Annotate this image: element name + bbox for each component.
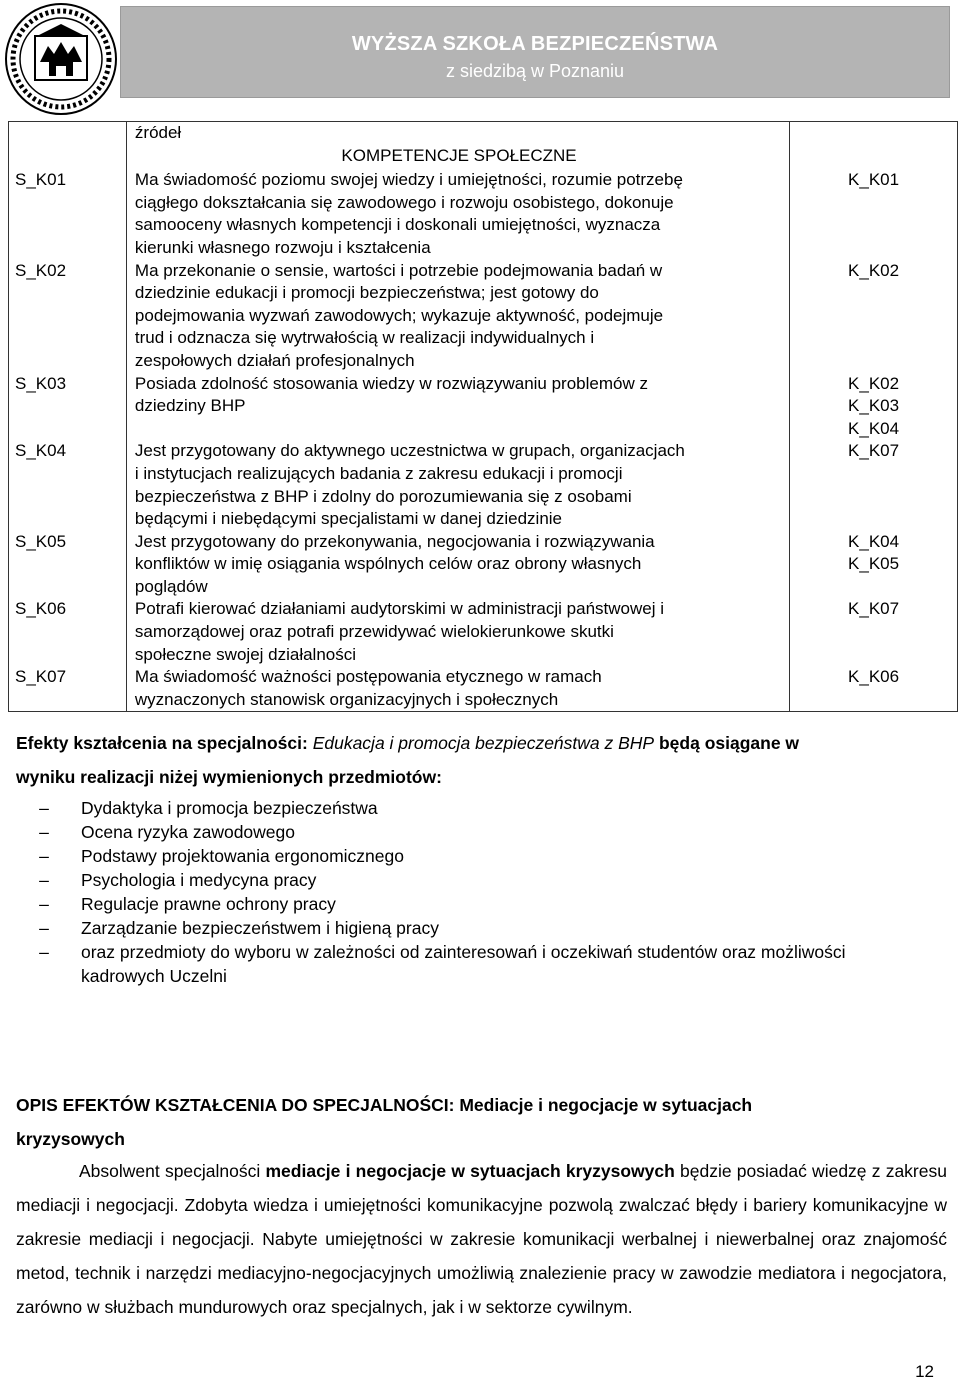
row-effects xyxy=(790,169,958,259)
list-item xyxy=(24,916,944,940)
subject-name: Zarządzanie bezpieczeństwem i higieną pracy xyxy=(81,918,439,938)
row-code: S_K01 xyxy=(9,169,127,259)
desc-line: społeczne swojej działalności xyxy=(134,644,357,664)
table-row-fragment xyxy=(9,122,958,170)
row-effects xyxy=(790,531,958,599)
dash-bullet-icon: – xyxy=(39,942,49,962)
dash-bullet-icon: – xyxy=(39,918,49,938)
list-item xyxy=(24,820,944,844)
desc-line: poglądów xyxy=(134,576,208,596)
subject-name: Psychologia i medycyna pracy xyxy=(81,870,317,890)
paragraph-rest: będzie posiadać wiedzę z zakresu mediacji i negocjacji. Zdobyta wiedza i umiejętności komunikacyjne pozwolą zwalczać błędy i bariery komunikacyjne w zakresie mediacji i negocjacji. Nabyte umiejętności w zakresie komunikacji werbalnej i niewerbalnej oraz znajomość metod, technik i narzędzi mediacyjno-negocjacyjnych umożliwią znalezienie pracy w zawodzie mediatora i negocjatora, zarówno w służbach mundurowych oraz specjalnych, jak i w sektorze cywilnym. xyxy=(16,1161,947,1317)
table-row xyxy=(9,440,958,530)
table-row xyxy=(9,598,958,666)
dash-bullet-icon: – xyxy=(39,822,49,842)
row-code: S_K05 xyxy=(9,531,127,599)
list-item xyxy=(24,892,944,916)
desc-line: dziedziny BHP xyxy=(134,396,246,416)
table-row xyxy=(9,373,958,441)
section-title-mediation xyxy=(16,1088,946,1156)
row-code: S_K02 xyxy=(9,260,127,373)
list-item xyxy=(24,868,944,892)
row-fragment-text: źródeł xyxy=(134,123,182,142)
effect-code: K_K05 xyxy=(848,554,900,574)
row-code: S_K07 xyxy=(9,666,127,712)
desc-line: wyznaczonych stanowisk organizacyjnych i społecznych xyxy=(134,689,559,709)
desc-line: Posiada zdolność stosowania wiedzy w rozwiązywaniu problemów z xyxy=(134,373,648,393)
list-item xyxy=(24,844,944,868)
desc-line: ciągłego dokształcania się zawodowego i rozwoju osobistego, dokonuje xyxy=(134,192,674,212)
intro-tail-1: będą osiągane w xyxy=(658,733,800,753)
desc-line: konfliktów w imię osiągania wspólnych celów oraz obrony własnych xyxy=(134,554,642,574)
row-effects xyxy=(790,598,958,666)
table-row xyxy=(9,666,958,712)
desc-line: będącymi i niebędącymi specjalistami w danej dziedzinie xyxy=(134,509,563,529)
effect-code: K_K06 xyxy=(848,667,900,687)
page-header xyxy=(0,0,960,118)
table-row xyxy=(9,169,958,259)
page-number: 12 xyxy=(915,1362,934,1381)
university-logo xyxy=(4,2,118,116)
intro-tail-2: wyniku realizacji niżej wymienionych przedmiotów: xyxy=(16,767,442,787)
row-description xyxy=(126,598,789,666)
desc-line: samorządowej oraz potrafi przewidywać wielokierunkowe skutki xyxy=(134,622,614,642)
subject-name: Regulacje prawne ochrony pracy xyxy=(81,894,336,914)
row-description xyxy=(126,169,789,259)
intro-specialty: Edukacja i promocja bezpieczeństwa z BHP xyxy=(312,733,655,753)
paragraph-start: Absolwent specjalności xyxy=(79,1161,261,1181)
row-effects xyxy=(790,666,958,712)
subject-name: Dydaktyka i promocja bezpieczeństwa xyxy=(81,798,378,818)
desc-line: samooceny własnych kompetencji i doskonali umiejętności, wyznacza xyxy=(134,215,661,235)
row-description xyxy=(126,666,789,712)
desc-line: Ma świadomość ważności postępowania etycznego w ramach xyxy=(134,667,602,687)
dash-bullet-icon: – xyxy=(39,894,49,914)
header-banner xyxy=(120,6,950,98)
effect-code: K_K01 xyxy=(848,170,900,190)
desc-line: Jest przygotowany do aktywnego uczestnictwa w grupach, organizacjach xyxy=(134,441,685,461)
subject-name: Ocena ryzyka zawodowego xyxy=(81,822,295,842)
desc-line: podejmowania wyzwań zawodowych; wykazuje aktywność, podejmuje xyxy=(134,305,664,325)
institution-name: WYŻSZA SZKOŁA BEZPIECZEŃSTWA xyxy=(351,33,719,55)
specialty-effects-intro xyxy=(16,726,946,794)
row-effects xyxy=(790,440,958,530)
intro-label: Efekty kształcenia na specjalności: xyxy=(16,733,308,753)
subject-name: oraz przedmioty do wyboru w zależności od zainteresowań i oczekiwań studentów oraz możliwości xyxy=(81,942,846,962)
subject-name: Podstawy projektowania ergonomicznego xyxy=(81,846,404,866)
effect-code: K_K04 xyxy=(848,531,900,551)
effect-code: K_K03 xyxy=(848,396,900,416)
desc-line: kierunki własnego rozwoju i kształcenia xyxy=(134,237,431,257)
desc-line: Potrafi kierować działaniami audytorskimi w administracji państwowej i xyxy=(134,599,664,619)
competence-table xyxy=(8,121,958,712)
table-row xyxy=(9,260,958,373)
row-code: S_K03 xyxy=(9,373,127,441)
desc-line: i instytucjach realizujących badania z zakresu edukacji i promocji xyxy=(134,463,623,483)
section-title-line: OPIS EFEKTÓW KSZTAŁCENIA DO SPECJALNOŚCI: Mediacje i negocjacje w sytuacjach xyxy=(16,1095,753,1115)
row-code: S_K04 xyxy=(9,440,127,530)
row-description xyxy=(126,373,789,441)
row-code: S_K06 xyxy=(9,598,127,666)
subject-list xyxy=(24,796,944,988)
row-description xyxy=(126,531,789,599)
list-item xyxy=(24,796,944,820)
desc-line: dziedzinie edukacji i promocji bezpieczeństwa; jest gotowy do xyxy=(134,283,599,303)
row-effects xyxy=(790,373,958,441)
mediation-description-paragraph xyxy=(16,1154,947,1324)
desc-line: Ma przekonanie o sensie, wartości i potrzebie podejmowania badań w xyxy=(134,260,663,280)
table-row xyxy=(9,531,958,599)
effect-code: K_K07 xyxy=(848,441,900,461)
desc-line: zespołowych działań profesjonalnych xyxy=(134,350,415,370)
dash-bullet-icon: – xyxy=(39,870,49,890)
desc-line: Ma świadomość poziomu swojej wiedzy i umiejętności, rozumie potrzebę xyxy=(134,170,683,190)
effect-code: K_K02 xyxy=(848,373,900,393)
effect-code: K_K04 xyxy=(848,418,900,438)
desc-line: bezpieczeństwa z BHP i zdolny do porozumiewania się z osobami xyxy=(134,486,632,506)
desc-line: trud i odznacza się wytrwałością w realizacji indywidualnych i xyxy=(134,328,595,348)
row-description xyxy=(126,440,789,530)
desc-line: Jest przygotowany do przekonywania, negocjowania i rozwiązywania xyxy=(134,531,655,551)
effect-code: K_K07 xyxy=(848,599,900,619)
effect-code: K_K02 xyxy=(848,260,900,280)
dash-bullet-icon: – xyxy=(39,798,49,818)
list-item xyxy=(24,940,944,988)
row-description xyxy=(126,260,789,373)
dash-bullet-icon: – xyxy=(39,846,49,866)
subject-name-continued: kadrowych Uczelni xyxy=(81,966,227,986)
section-title-social-competences: KOMPETENCJE SPOŁECZNE xyxy=(341,145,577,165)
institution-location: z siedzibą w Poznaniu xyxy=(445,61,625,81)
row-effects xyxy=(790,260,958,373)
paragraph-specialty: mediacje i negocjacje w sytuacjach kryzysowych xyxy=(265,1161,675,1181)
section-title-line: kryzysowych xyxy=(16,1129,125,1149)
